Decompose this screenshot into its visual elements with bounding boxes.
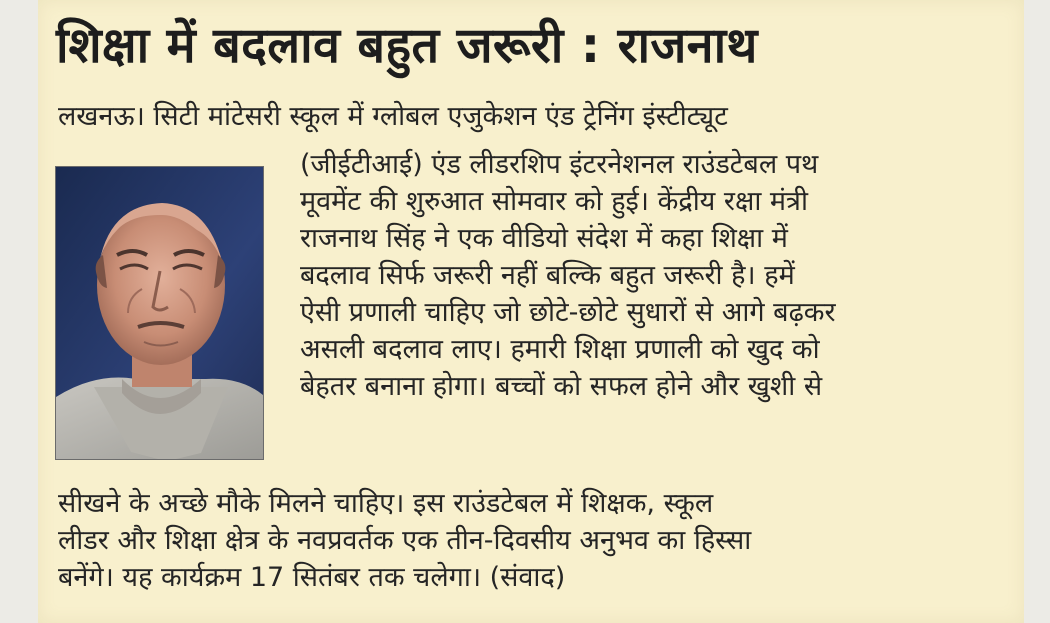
article-headline: शिक्षा में बदलाव बहुत जरूरी : राजनाथ: [56, 17, 758, 74]
article-text-line: बदलाव सिर्फ जरूरी नहीं बल्कि बहुत जरूरी है। हमें: [300, 260, 795, 291]
portrait-photo-icon: [56, 167, 263, 459]
article-text-line: सीखने के अच्छे मौके मिलने चाहिए। इस राउंडटेबल में शिक्षक, स्कूल: [58, 488, 714, 519]
newspaper-clipping: [38, 0, 1024, 623]
article-text-line: (जीईटीआई) एंड लीडरशिप इंटरनेशनल राउंडटेबल पथ: [300, 149, 819, 180]
article-text-line: बनेंगे। यह कार्यक्रम 17 सितंबर तक चलेगा। (संवाद): [58, 562, 566, 593]
portrait-photo: [55, 166, 264, 460]
article-text-line: मूवमेंट की शुरुआत सोमवार को हुई। केंद्रीय रक्षा मंत्री: [300, 186, 808, 217]
article-wrapped-block: [300, 146, 836, 405]
article-text-line: असली बदलाव लाए। हमारी शिक्षा प्रणाली को खुद को: [300, 334, 820, 365]
article-text-line: ऐसी प्रणाली चाहिए जो छोटे-छोटे सुधारों से आगे बढ़कर: [300, 297, 836, 328]
article-text-line: बेहतर बनाना होगा। बच्चों को सफल होने और खुशी से: [300, 371, 823, 402]
article-text-line: लखनऊ। सिटी मांटेसरी स्कूल में ग्लोबल एजुकेशन एंड ट्रेनिंग इंस्टीट्यूट: [58, 101, 728, 132]
article-bottom-block: [58, 485, 751, 596]
article-text-line: लीडर और शिक्षा क्षेत्र के नवप्रवर्तक एक तीन-दिवसीय अनुभव का हिस्सा: [58, 525, 752, 556]
article-line-1: [58, 98, 728, 135]
article-text-line: राजनाथ सिंह ने एक वीडियो संदेश में कहा शिक्षा में: [300, 223, 788, 254]
